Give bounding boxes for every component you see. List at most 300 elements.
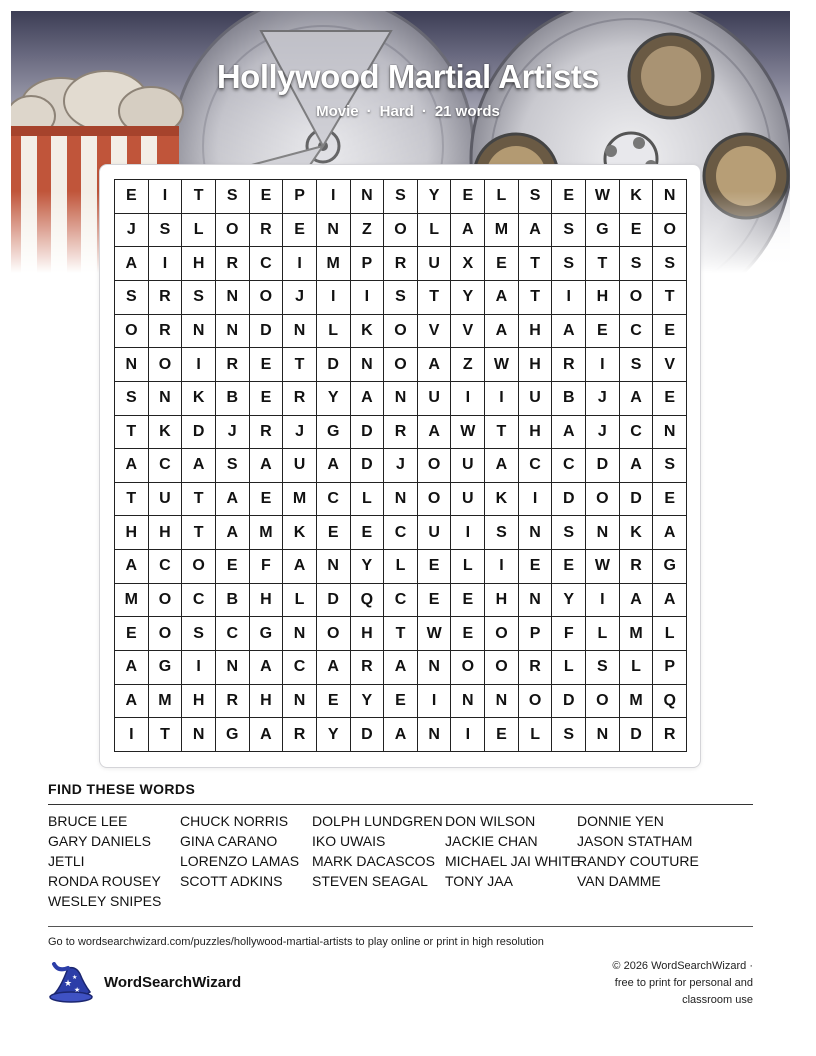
grid-cell[interactable]: L (283, 584, 317, 618)
grid-cell[interactable]: M (283, 483, 317, 517)
grid-cell[interactable]: L (485, 180, 519, 214)
grid-cell[interactable]: R (250, 214, 284, 248)
grid-cell[interactable]: D (317, 348, 351, 382)
grid-cell[interactable]: Y (351, 685, 385, 719)
grid-cell[interactable]: T (519, 281, 553, 315)
grid-cell[interactable]: J (586, 382, 620, 416)
grid-cell[interactable]: M (149, 685, 183, 719)
grid-cell[interactable]: N (519, 584, 553, 618)
grid-cell[interactable]: T (418, 281, 452, 315)
grid-cell[interactable]: R (283, 382, 317, 416)
word-item: IKO UWAIS (312, 833, 386, 849)
grid-cell[interactable]: L (653, 617, 687, 651)
grid-cell[interactable]: H (519, 315, 553, 349)
grid-cell[interactable]: C (250, 247, 284, 281)
grid-cell[interactable]: G (653, 550, 687, 584)
grid-cell[interactable]: R (620, 550, 654, 584)
grid-cell[interactable]: C (620, 315, 654, 349)
word-item: DOLPH LUNDGREN (312, 813, 443, 829)
grid-cell[interactable]: D (620, 483, 654, 517)
word-item: RANDY COUTURE (577, 853, 699, 869)
grid-cell[interactable]: I (552, 281, 586, 315)
grid-cell[interactable]: I (586, 348, 620, 382)
grid-cell[interactable]: A (216, 516, 250, 550)
grid-cell[interactable]: T (149, 718, 183, 752)
grid-cell[interactable]: N (351, 180, 385, 214)
grid-cell[interactable]: A (384, 651, 418, 685)
grid-cell[interactable]: O (485, 651, 519, 685)
grid-cell[interactable]: N (216, 315, 250, 349)
grid-cell[interactable]: C (519, 449, 553, 483)
grid-cell[interactable]: O (620, 281, 654, 315)
grid-cell[interactable]: A (115, 449, 149, 483)
grid-cell[interactable]: A (115, 685, 149, 719)
grid-cell[interactable]: I (451, 382, 485, 416)
grid-cell[interactable]: L (384, 550, 418, 584)
grid-cell[interactable]: I (519, 483, 553, 517)
grid-cell[interactable]: R (384, 247, 418, 281)
grid-cell[interactable]: A (216, 483, 250, 517)
grid-cell[interactable]: R (519, 651, 553, 685)
grid-cell[interactable]: K (351, 315, 385, 349)
grid-cell[interactable]: N (182, 315, 216, 349)
grid-cell[interactable]: N (283, 685, 317, 719)
grid-cell[interactable]: N (216, 281, 250, 315)
grid-cell[interactable]: S (586, 651, 620, 685)
grid-cell[interactable]: L (182, 214, 216, 248)
grid-cell[interactable]: R (552, 348, 586, 382)
grid-cell[interactable]: T (384, 617, 418, 651)
grid-cell[interactable]: T (115, 416, 149, 450)
grid-cell[interactable]: S (216, 449, 250, 483)
grid-cell[interactable]: O (384, 214, 418, 248)
grid-cell[interactable]: H (485, 584, 519, 618)
grid-cell[interactable]: D (351, 718, 385, 752)
grid-cell[interactable]: N (384, 382, 418, 416)
grid-cell[interactable]: N (519, 516, 553, 550)
grid-cell[interactable]: O (317, 617, 351, 651)
grid-cell[interactable]: D (351, 416, 385, 450)
grid-cell[interactable]: Q (351, 584, 385, 618)
grid-cell[interactable]: M (620, 617, 654, 651)
grid-cell[interactable]: C (283, 651, 317, 685)
grid-cell[interactable]: N (216, 651, 250, 685)
grid-cell[interactable]: T (182, 516, 216, 550)
footer-url-text[interactable]: Go to wordsearchwizard.com/puzzles/hollywood-martial-artists to play online or print in high resolution (48, 936, 544, 948)
grid-cell[interactable]: S (149, 214, 183, 248)
grid-cell[interactable]: A (384, 718, 418, 752)
grid-cell[interactable]: U (418, 382, 452, 416)
grid-cell[interactable]: B (552, 382, 586, 416)
grid-cell[interactable]: O (149, 584, 183, 618)
grid-cell[interactable]: E (451, 617, 485, 651)
grid-cell[interactable]: D (182, 416, 216, 450)
grid-cell[interactable]: G (250, 617, 284, 651)
grid-cell[interactable]: K (149, 416, 183, 450)
grid-cell[interactable]: S (182, 617, 216, 651)
grid-cell[interactable]: Z (451, 348, 485, 382)
grid-cell[interactable]: O (653, 214, 687, 248)
grid-cell[interactable]: T (283, 348, 317, 382)
grid-cell[interactable]: U (418, 247, 452, 281)
grid-cell[interactable]: S (519, 180, 553, 214)
grid-cell[interactable]: S (115, 281, 149, 315)
grid-cell[interactable]: A (351, 382, 385, 416)
grid-cell[interactable]: R (384, 416, 418, 450)
grid-cell[interactable]: I (149, 247, 183, 281)
grid-cell[interactable]: D (552, 685, 586, 719)
grid-cell[interactable]: D (317, 584, 351, 618)
grid-cell[interactable]: I (451, 718, 485, 752)
grid-cell[interactable]: A (653, 516, 687, 550)
grid-cell[interactable]: W (451, 416, 485, 450)
grid-cell[interactable]: I (182, 348, 216, 382)
grid-cell[interactable]: J (216, 416, 250, 450)
grid-cell[interactable]: Y (351, 550, 385, 584)
grid-cell[interactable]: H (586, 281, 620, 315)
grid-cell[interactable]: A (317, 449, 351, 483)
grid-cell[interactable]: L (451, 550, 485, 584)
grid-cell[interactable]: O (418, 449, 452, 483)
grid-cell[interactable]: O (519, 685, 553, 719)
grid-cell[interactable]: I (485, 382, 519, 416)
grid-cell[interactable]: L (418, 214, 452, 248)
grid-cell[interactable]: A (182, 449, 216, 483)
grid-cell[interactable]: C (149, 550, 183, 584)
grid-cell[interactable]: E (250, 483, 284, 517)
grid-cell[interactable]: T (653, 281, 687, 315)
meta-separator: · (366, 103, 372, 120)
grid-cell[interactable]: C (384, 584, 418, 618)
grid-cell[interactable]: E (216, 550, 250, 584)
grid-cell[interactable]: A (115, 651, 149, 685)
grid-cell[interactable]: K (620, 516, 654, 550)
grid-cell[interactable]: I (451, 516, 485, 550)
grid-cell[interactable]: O (485, 617, 519, 651)
grid-cell[interactable]: U (519, 382, 553, 416)
grid-cell[interactable]: U (451, 483, 485, 517)
grid-cell[interactable]: O (149, 617, 183, 651)
grid-cell[interactable]: N (653, 416, 687, 450)
grid-cell[interactable]: G (586, 214, 620, 248)
grid-cell[interactable]: O (149, 348, 183, 382)
grid-cell[interactable]: E (418, 584, 452, 618)
grid-cell[interactable]: N (351, 348, 385, 382)
grid-cell[interactable]: Y (317, 382, 351, 416)
grid-cell[interactable]: E (250, 382, 284, 416)
grid-cell[interactable]: N (586, 718, 620, 752)
grid-cell[interactable]: E (485, 718, 519, 752)
grid-cell[interactable]: J (384, 449, 418, 483)
grid-cell[interactable]: C (182, 584, 216, 618)
grid-cell[interactable]: K (283, 516, 317, 550)
grid-cell[interactable]: O (384, 315, 418, 349)
letter-grid[interactable] (114, 179, 687, 752)
grid-cell[interactable]: R (653, 718, 687, 752)
grid-cell[interactable]: X (451, 247, 485, 281)
grid-cell[interactable]: E (283, 214, 317, 248)
grid-cell[interactable]: A (620, 584, 654, 618)
grid-cell[interactable]: L (620, 651, 654, 685)
grid-cell[interactable]: O (115, 315, 149, 349)
grid-cell[interactable]: G (317, 416, 351, 450)
grid-cell[interactable]: Z (351, 214, 385, 248)
grid-cell[interactable]: E (351, 516, 385, 550)
grid-cell[interactable]: H (519, 416, 553, 450)
grid-cell[interactable]: A (485, 449, 519, 483)
grid-cell[interactable]: V (418, 315, 452, 349)
grid-cell[interactable]: I (182, 651, 216, 685)
grid-cell[interactable]: M (317, 247, 351, 281)
grid-cell[interactable]: P (351, 247, 385, 281)
grid-cell[interactable]: O (182, 550, 216, 584)
grid-cell[interactable]: A (519, 214, 553, 248)
grid-cell[interactable]: P (283, 180, 317, 214)
grid-cell[interactable]: F (250, 550, 284, 584)
grid-cell[interactable]: D (250, 315, 284, 349)
grid-cell[interactable]: A (451, 214, 485, 248)
grid-cell[interactable]: E (418, 550, 452, 584)
grid-cell[interactable]: M (620, 685, 654, 719)
grid-cell[interactable]: P (653, 651, 687, 685)
grid-cell[interactable]: Y (317, 718, 351, 752)
grid-cell[interactable]: T (586, 247, 620, 281)
grid-cell[interactable]: C (384, 516, 418, 550)
grid-cell[interactable]: S (384, 281, 418, 315)
grid-cell[interactable]: O (586, 685, 620, 719)
grid-cell[interactable]: S (552, 247, 586, 281)
grid-cell[interactable]: S (182, 281, 216, 315)
grid-cell[interactable]: R (149, 281, 183, 315)
grid-cell[interactable]: R (216, 247, 250, 281)
grid-cell[interactable]: E (519, 550, 553, 584)
grid-cell[interactable]: H (351, 617, 385, 651)
grid-cell[interactable]: S (216, 180, 250, 214)
grid-cell[interactable]: S (620, 247, 654, 281)
grid-cell[interactable]: S (115, 382, 149, 416)
grid-cell[interactable]: L (317, 315, 351, 349)
grid-cell[interactable]: F (552, 617, 586, 651)
grid-cell[interactable]: O (586, 483, 620, 517)
grid-cell[interactable]: G (216, 718, 250, 752)
grid-cell[interactable]: G (149, 651, 183, 685)
grid-cell[interactable]: Q (653, 685, 687, 719)
grid-cell[interactable]: A (552, 315, 586, 349)
grid-cell[interactable]: O (384, 348, 418, 382)
grid-cell[interactable]: S (620, 348, 654, 382)
grid-cell[interactable]: E (115, 617, 149, 651)
grid-cell[interactable]: T (182, 180, 216, 214)
grid-cell[interactable]: A (485, 315, 519, 349)
grid-cell[interactable]: N (586, 516, 620, 550)
grid-cell[interactable]: H (149, 516, 183, 550)
grid-cell[interactable]: D (620, 718, 654, 752)
grid-cell[interactable]: E (384, 685, 418, 719)
grid-cell[interactable]: C (216, 617, 250, 651)
grid-cell[interactable]: J (283, 416, 317, 450)
grid-cell[interactable]: R (283, 718, 317, 752)
grid-cell[interactable]: U (418, 516, 452, 550)
grid-cell[interactable]: A (317, 651, 351, 685)
grid-cell[interactable]: H (250, 584, 284, 618)
grid-cell[interactable]: I (418, 685, 452, 719)
grid-cell[interactable]: E (485, 247, 519, 281)
grid-cell[interactable]: L (552, 651, 586, 685)
grid-cell[interactable]: I (283, 247, 317, 281)
grid-cell[interactable]: S (485, 516, 519, 550)
grid-cell[interactable]: L (586, 617, 620, 651)
grid-cell[interactable]: E (250, 348, 284, 382)
grid-cell[interactable]: O (216, 214, 250, 248)
grid-cell[interactable]: U (283, 449, 317, 483)
grid-cell[interactable]: P (519, 617, 553, 651)
grid-cell[interactable]: K (182, 382, 216, 416)
grid-cell[interactable]: W (418, 617, 452, 651)
grid-cell[interactable]: E (653, 483, 687, 517)
grid-cell[interactable]: N (485, 685, 519, 719)
grid-cell[interactable]: U (149, 483, 183, 517)
grid-cell[interactable]: R (351, 651, 385, 685)
grid-cell[interactable]: R (216, 348, 250, 382)
grid-cell[interactable]: H (115, 516, 149, 550)
grid-cell[interactable]: H (250, 685, 284, 719)
grid-cell[interactable]: N (115, 348, 149, 382)
grid-cell[interactable]: I (351, 281, 385, 315)
grid-cell[interactable]: Y (451, 281, 485, 315)
grid-cell[interactable]: N (149, 382, 183, 416)
grid-cell[interactable]: A (552, 416, 586, 450)
grid-cell[interactable]: N (182, 718, 216, 752)
grid-cell[interactable]: E (552, 180, 586, 214)
grid-cell[interactable]: E (317, 685, 351, 719)
grid-cell[interactable]: D (351, 449, 385, 483)
grid-cell[interactable]: E (451, 180, 485, 214)
grid-cell[interactable]: O (451, 651, 485, 685)
grid-cell[interactable]: E (620, 214, 654, 248)
grid-cell[interactable]: U (451, 449, 485, 483)
grid-cell[interactable]: H (182, 685, 216, 719)
grid-cell[interactable]: C (620, 416, 654, 450)
grid-cell[interactable]: T (485, 416, 519, 450)
grid-cell[interactable]: B (216, 382, 250, 416)
grid-cell[interactable]: D (586, 449, 620, 483)
grid-cell[interactable]: O (418, 483, 452, 517)
grid-cell[interactable]: A (115, 550, 149, 584)
word-list-heading: FIND THESE WORDS (48, 781, 196, 797)
grid-cell[interactable]: A (418, 348, 452, 382)
grid-cell[interactable]: N (653, 180, 687, 214)
grid-cell[interactable]: O (250, 281, 284, 315)
grid-cell[interactable]: A (250, 718, 284, 752)
grid-cell[interactable]: T (519, 247, 553, 281)
grid-cell[interactable]: J (115, 214, 149, 248)
grid-cell[interactable]: E (552, 550, 586, 584)
grid-cell[interactable]: R (216, 685, 250, 719)
grid-cell[interactable]: S (653, 247, 687, 281)
grid-cell[interactable]: E (586, 315, 620, 349)
grid-cell[interactable]: I (317, 281, 351, 315)
grid-cell[interactable]: E (653, 382, 687, 416)
grid-cell[interactable]: H (182, 247, 216, 281)
grid-cell[interactable]: E (653, 315, 687, 349)
word-item: LORENZO LAMAS (180, 853, 300, 869)
grid-cell[interactable]: V (653, 348, 687, 382)
grid-cell[interactable]: W (485, 348, 519, 382)
grid-cell[interactable]: B (216, 584, 250, 618)
grid-cell[interactable]: A (283, 550, 317, 584)
grid-cell[interactable]: I (149, 180, 183, 214)
grid-cell[interactable]: R (250, 416, 284, 450)
grid-cell[interactable]: N (283, 315, 317, 349)
grid-cell[interactable]: N (418, 651, 452, 685)
grid-cell[interactable]: C (149, 449, 183, 483)
grid-cell[interactable]: T (182, 483, 216, 517)
grid-cell[interactable]: A (250, 449, 284, 483)
grid-cell[interactable]: A (115, 247, 149, 281)
grid-cell[interactable]: S (552, 718, 586, 752)
grid-cell[interactable]: K (620, 180, 654, 214)
grid-cell[interactable]: E (250, 180, 284, 214)
grid-cell[interactable]: N (418, 718, 452, 752)
grid-cell[interactable]: N (317, 550, 351, 584)
grid-cell[interactable]: S (653, 449, 687, 483)
grid-cell[interactable]: J (586, 416, 620, 450)
grid-cell[interactable]: R (149, 315, 183, 349)
grid-cell[interactable]: Y (552, 584, 586, 618)
grid-cell[interactable]: M (485, 214, 519, 248)
divider (48, 804, 753, 805)
grid-cell[interactable]: A (485, 281, 519, 315)
grid-cell[interactable]: C (317, 483, 351, 517)
grid-cell[interactable]: I (317, 180, 351, 214)
word-item: STEVEN SEAGAL (312, 873, 428, 889)
grid-cell[interactable]: M (115, 584, 149, 618)
grid-cell[interactable]: N (317, 214, 351, 248)
grid-cell[interactable]: Y (418, 180, 452, 214)
grid-cell[interactable]: A (418, 416, 452, 450)
grid-cell[interactable]: L (351, 483, 385, 517)
grid-cell[interactable]: A (620, 449, 654, 483)
grid-cell[interactable]: V (451, 315, 485, 349)
grid-cell[interactable]: M (250, 516, 284, 550)
grid-cell[interactable]: H (519, 348, 553, 382)
grid-cell[interactable]: E (451, 584, 485, 618)
grid-cell[interactable]: K (485, 483, 519, 517)
grid-cell[interactable]: W (586, 550, 620, 584)
grid-cell[interactable]: E (317, 516, 351, 550)
grid-cell[interactable]: C (552, 449, 586, 483)
grid-cell[interactable]: N (384, 483, 418, 517)
grid-cell[interactable]: T (115, 483, 149, 517)
grid-cell[interactable]: A (250, 651, 284, 685)
grid-cell[interactable]: S (384, 180, 418, 214)
grid-cell[interactable]: I (586, 584, 620, 618)
svg-text:★: ★ (72, 974, 78, 981)
grid-cell[interactable]: I (485, 550, 519, 584)
grid-cell[interactable]: S (552, 214, 586, 248)
grid-cell[interactable]: N (451, 685, 485, 719)
grid-cell[interactable]: I (115, 718, 149, 752)
grid-cell[interactable]: S (552, 516, 586, 550)
grid-cell[interactable]: W (586, 180, 620, 214)
grid-cell[interactable]: N (283, 617, 317, 651)
grid-cell[interactable]: J (283, 281, 317, 315)
grid-cell[interactable]: L (519, 718, 553, 752)
grid-cell[interactable]: A (620, 382, 654, 416)
grid-cell[interactable]: D (552, 483, 586, 517)
grid-cell[interactable]: E (115, 180, 149, 214)
grid-cell[interactable]: A (653, 584, 687, 618)
